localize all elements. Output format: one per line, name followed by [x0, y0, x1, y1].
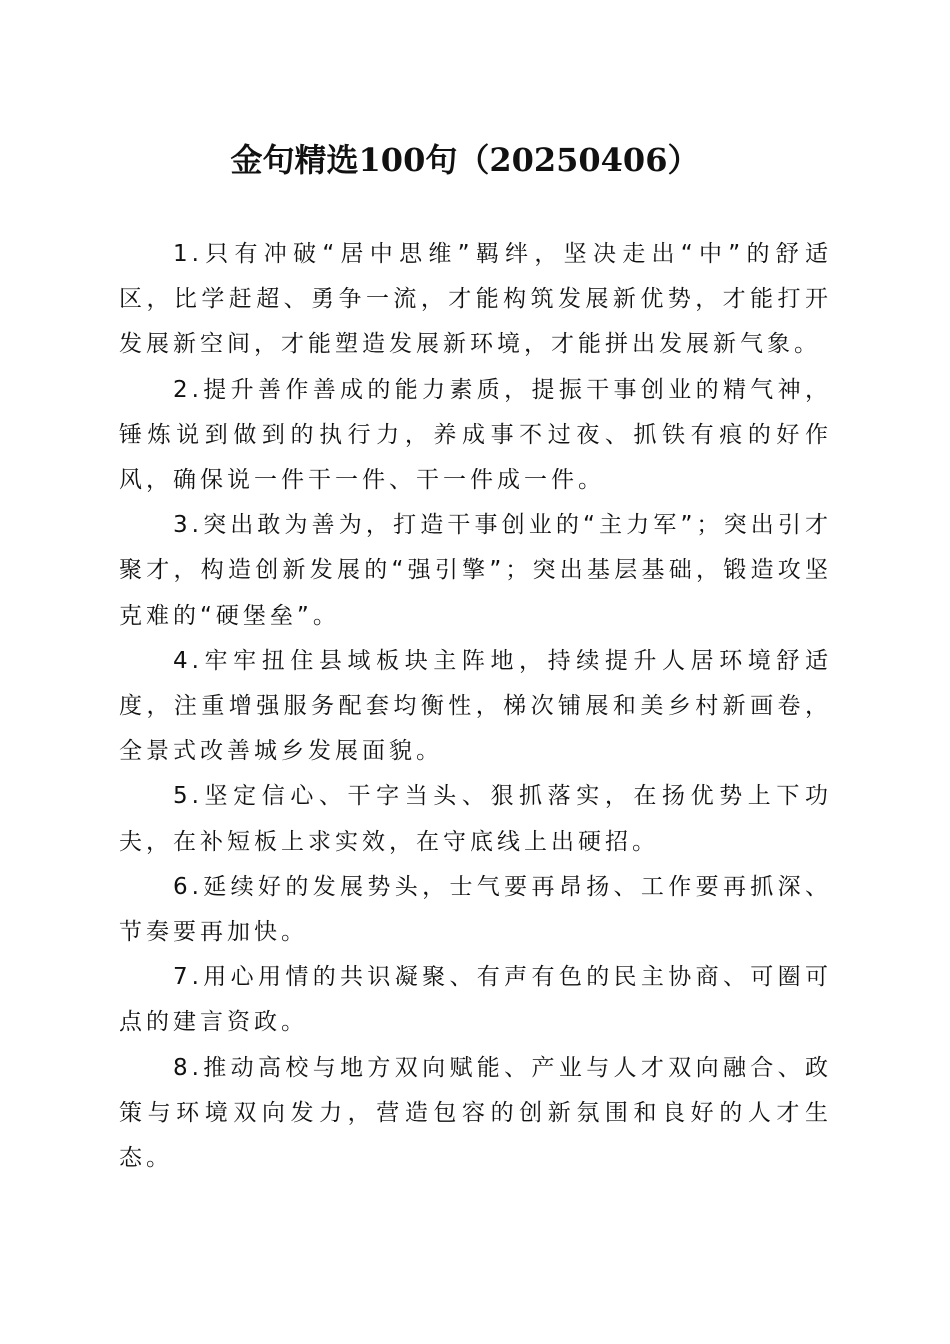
paragraph-2: 2.提升善作善成的能力素质，提振干事创业的精气神，锤炼说到做到的执行力，养成事不过夜、抓铁有痕的好作风，确保说一件干一件、干一件成一件。	[119, 376, 832, 494]
document-title: 金句精选100句（20250406）	[230, 141, 700, 179]
paragraph-3: 3.突出敢为善为，打造干事创业的“主力军”；突出引才聚才，构造创新发展的“强引擎”；突出基层基础，锻造攻坚克难的“硬堡垒”。	[119, 512, 832, 629]
paragraph-8: 8.推动高校与地方双向赋能、产业与人才双向融合、政策与环境双向发力，营造包容的创新氛围和良好的人才生态。	[119, 1054, 832, 1172]
paragraph-6: 6.延续好的发展势头，士气要再昂扬、工作要再抓深、节奏要再加快。	[119, 873, 832, 946]
paragraph-4: 4.牢牢扭住县域板块主阵地，持续提升人居环境舒适度，注重增强服务配套均衡性，梯次铺展和美乡村新画卷，全景式改善城乡发展面貌。	[119, 647, 832, 765]
paragraph-5: 5.坚定信心、干字当头、狠抓落实，在扬优势上下功夫，在补短板上求实效，在守底线上出硬招。	[119, 783, 832, 855]
paragraph-7: 7.用心用情的共识凝聚、有声有色的民主协商、可圈可点的建言资政。	[119, 964, 832, 1036]
paragraph-1: 1.只有冲破“居中思维”羁绊，坚决走出“中”的舒适区，比学赶超、勇争一流，才能构筑发展新优势，才能打开发展新空间，才能塑造发展新环境，才能拼出发展新气象。	[119, 241, 832, 358]
document-body	[119, 232, 832, 1181]
